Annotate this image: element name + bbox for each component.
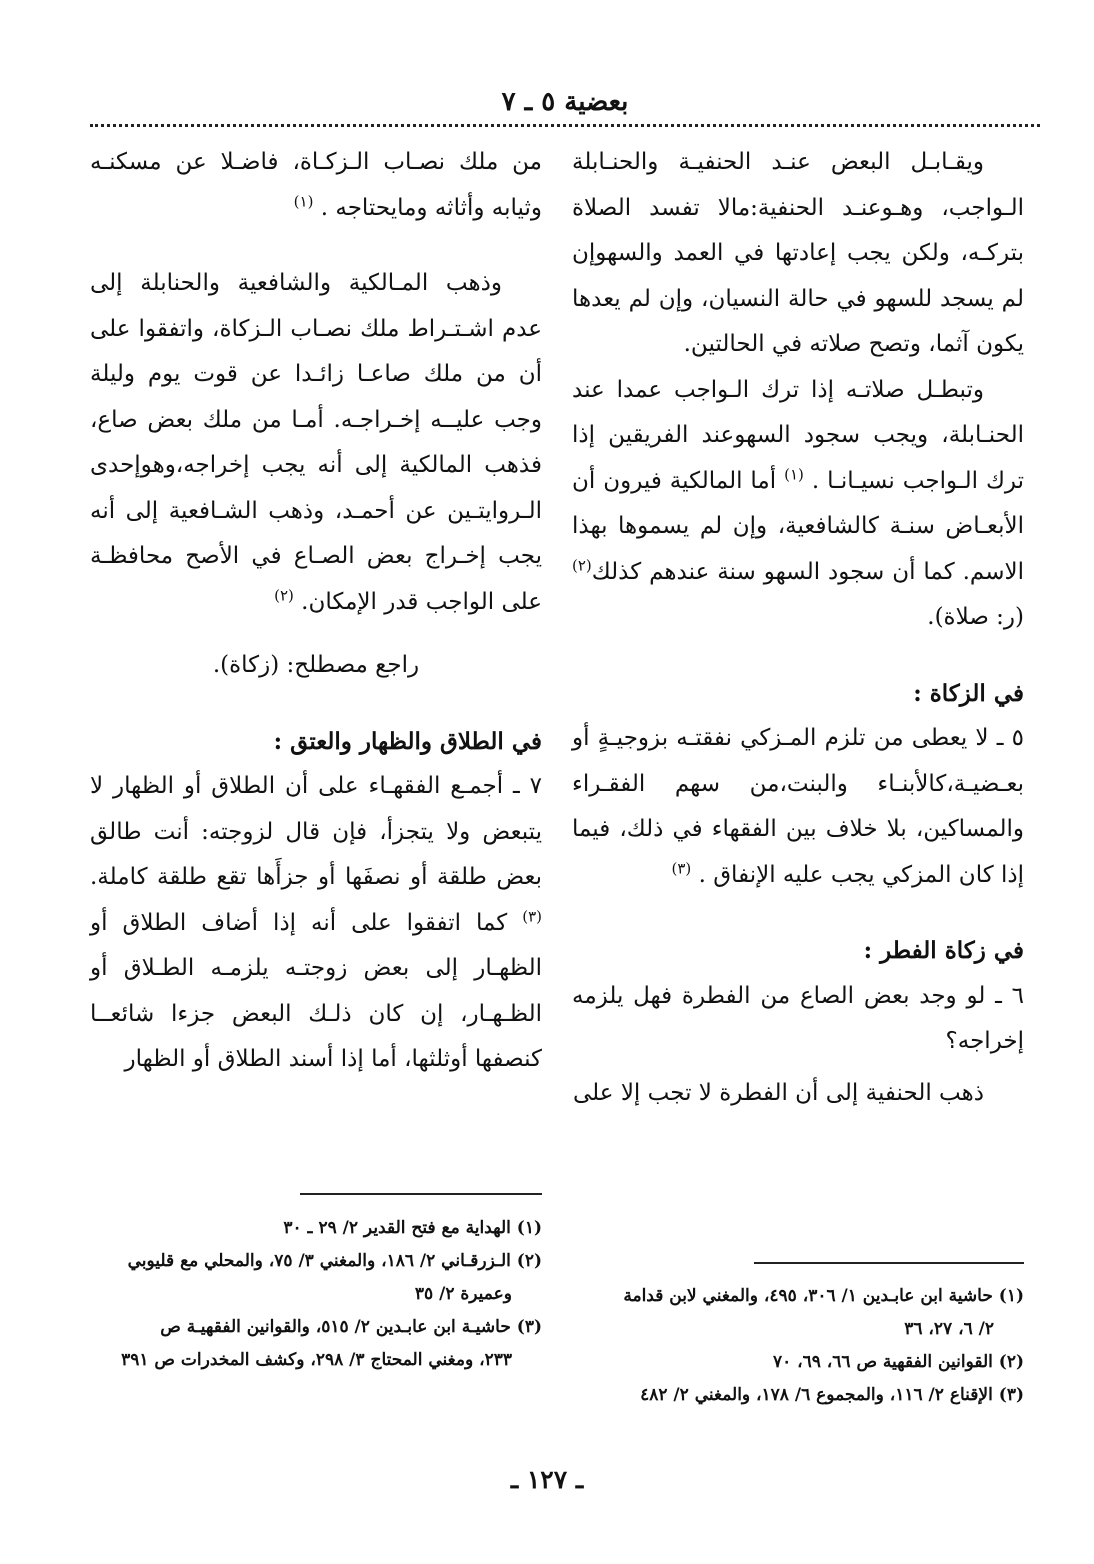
paragraph (90, 764, 542, 1083)
footnote: (٣) حاشيـة ابن عابـدين ٢/ ٥١٥، والقوانين الفقهيـة ص (160, 1317, 542, 1337)
footnote-rule (300, 1193, 542, 1195)
paragraph: ٦ ـ لو وجد بعض الصاع من الفطرة فهل يلزمه إخراجه؟ (572, 982, 1024, 1054)
footnote: (٢) الـزرقـاني ٢/ ١٨٦، والمغني ٣/ ٧٥، والمحلي مع قليوبي (127, 1251, 542, 1271)
paragraph-text: ٧ ـ أجمـع الفقهـاء على أن الطلاق أو الظهار لا يتبعض ولا يتجزأ، فإن قال لزوجته: أنت طالق بعض طلقة أو نصفَها أو جزأَها تقع طلقة كاملة. (90, 773, 542, 890)
paragraph-text: وذهب المـالكية والشافعية والحنابلة إلى عدم اشـتـراط ملك نصـاب الـزكاة، واتفقوا على أن من ملك صاعـا زائـدا عن قوت يوم وليلة وجب عليــه إخـراجـه. أمـا من ملك بعض صاع، فذهب المالكية إلى أنه يجب إخراجه،وهوإحدى الـروايتـين عن أحمـد، وذهب الشـافعية إلى أنه يجب إخـراج بعض الصـاع في الأصح محافظـة على الواجب قدر الإمكان. (90, 270, 542, 615)
left-column (90, 140, 542, 1083)
running-header: بعضية ٥ ـ ٧ (501, 87, 629, 117)
footnote-ref: (٣) (671, 858, 692, 877)
footnote-ref: (٢) (572, 555, 592, 574)
paragraph-text: أما المالكية فيرون أن الأبعـاض سنـة كالشافعية، وإن لم يسموها بهذا الاسم. كما أن سجود السهو سنة عندهم كذلك (572, 467, 1024, 585)
section-heading-zakat: في الزكاة : (913, 679, 1024, 707)
footnote-ref: (١) (784, 464, 804, 483)
paragraph-text: كما اتفقوا على أنه إذا أضاف الطلاق أو الظهـار إلى بعض زوجتـه يلزمـه الطـلاق أو الظـهـار، إن كان ذلـك البعض جزءا شائعــا كنصفها أوثلثها، أما إذا أسند الطلاق أو الظهار (90, 909, 542, 1072)
paragraph: ذهب الحنفية إلى أن الفطرة لا تجب إلا على (573, 1079, 984, 1106)
page-number: ـ ١٢٧ ـ (510, 1465, 584, 1494)
paragraph-text: وتبطـل صلاتـه إذا ترك الـواجب عمدا عند الحنـابلة، ويجب سجود السهوعند الفريقين إذا ترك الـواجب نسيـانـا . (572, 376, 1024, 494)
paragraph (572, 716, 1024, 898)
header-dotted-rule (90, 124, 1040, 127)
footnote-rule (754, 1262, 1024, 1264)
right-column (572, 140, 1024, 1116)
paragraph-text: (ر: صلاة). (927, 604, 1024, 630)
paragraph-text: من ملك نصـاب الـزكـاة، فاضـلا عن مسكنـه وثيابه وأثاثه ومايحتاجه . (90, 149, 542, 221)
footnote-ref: (٢) (274, 585, 294, 604)
footnote: (١) الهداية مع فتح القدير ٢/ ٢٩ ـ ٣٠ (283, 1218, 542, 1238)
paragraph: ويقـابـل البعض عنـد الحنفيـة والحنـابلة الـواجب، وهـوعنـد الحنفية:مالا تفسد الصلاة بتركـه، ولكن يجب إعادتها في العمد والسهوإن لم يسجد للسهو في حالة النسيان، وإن لم يعدها يكون آثما، وتصح صلاته في الحالتين. (572, 149, 1024, 357)
paragraph (572, 368, 1024, 641)
footnote-continuation: وعميرة ٢/ ٣٥ (414, 1284, 512, 1304)
left-footnotes (90, 1212, 542, 1377)
footnote-continuation: ٢/ ٦، ٢٧، ٣٦ (904, 1319, 994, 1339)
footnote: (١) حاشية ابن عابـدين ١/ ٣٠٦، ٤٩٥، والمغني لابن قدامة (623, 1286, 1024, 1306)
section-heading-talaq: في الطلاق والظهار والعتق : (273, 727, 542, 755)
footnote: (٣) الإقناع ٢/ ١١٦، والمجموع ٦/ ١٧٨، والمغني ٢/ ٤٨٢ (640, 1385, 1024, 1405)
footnote-continuation: ٢٣٣، ومغني المحتاج ٣/ ٢٩٨، وكشف المخدرات ص ٣٩١ (121, 1350, 512, 1370)
footnote-ref: (١) (293, 191, 314, 210)
footnote: (٢) القوانين الفقهية ص ٦٦، ٦٩، ٧٠ (772, 1352, 1024, 1372)
right-footnotes (572, 1280, 1024, 1412)
cross-reference: راجع مصطلح: (زكاة). (212, 652, 420, 678)
paragraph-text: ٥ ـ لا يعطى من تلزم المـزكي نفقتـه بزوجيـةٍ أو بعـضيـة،كالأبنـاء والبنت،من سهم الفقـراء والمساكين، بلا خلاف بين الفقهاء في ذلك، فيما إذا كان المزكي يجب عليه الإنفاق . (572, 725, 1024, 888)
footnote-ref: (٣) (522, 906, 542, 925)
paragraph (90, 140, 542, 231)
paragraph (90, 261, 542, 625)
section-heading-fitr: في زكاة الفطر : (863, 937, 1024, 964)
